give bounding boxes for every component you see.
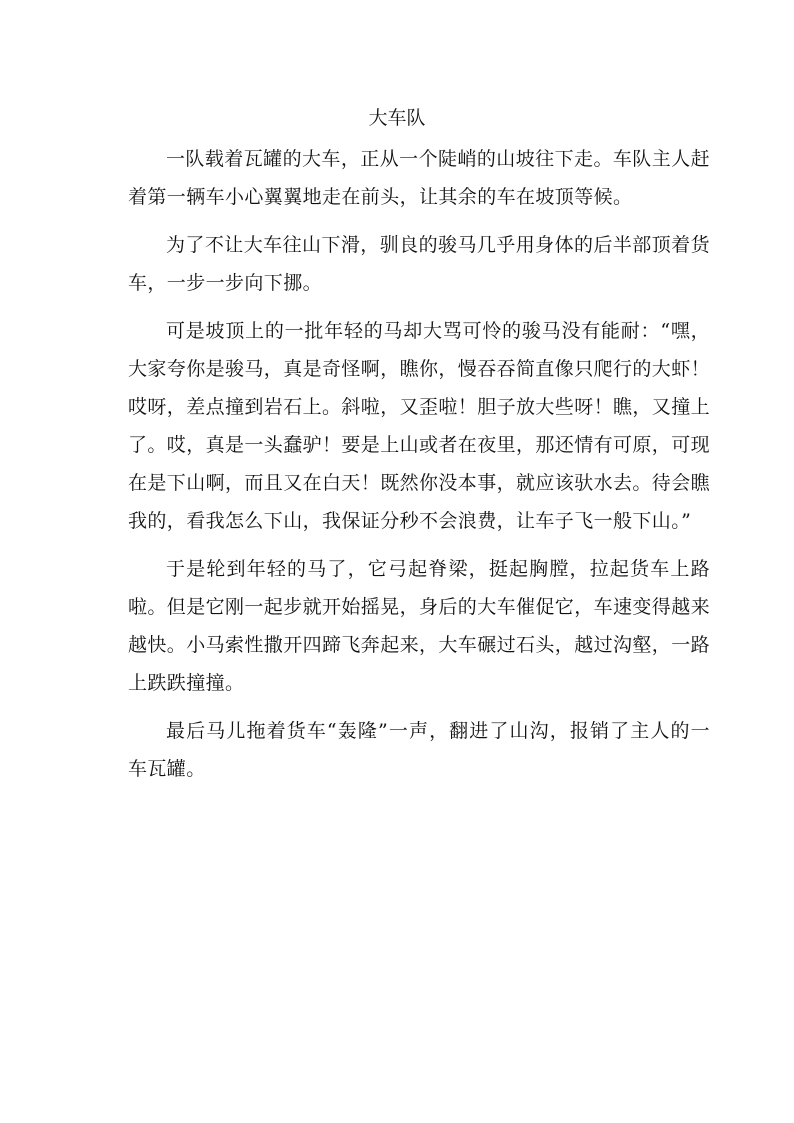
paragraph-3: 可是坡顶上的一批年轻的马却大骂可怜的骏马没有能耐：“嘿，大家夸你是骏马，真是奇怪啊，瞧你，慢吞吞简直像只爬行的大虾！哎呀，差点撞到岩石上。斜啦，又歪啦！胆子放大些呀！瞧，又撞上了。哎，真是一头蠢驴！要是上山或者在夜里，那还情有可原，可现在是下山啊，而且又在白天！既然你没本事，就应该驮水去。待会瞧我的，看我怎么下山，我保证分秒不会浪费，让车子飞一般下山。” — [128, 320, 711, 532]
document-body — [128, 140, 710, 798]
paragraph-2: 为了不让大车往山下滑，驯良的骏马几乎用身体的后半部顶着货车，一步一步向下挪。 — [128, 234, 710, 294]
paragraph-5: 最后马儿拖着货车“轰隆”一声，翻进了山沟，报销了主人的一车瓦罐。 — [128, 720, 710, 780]
paragraph-1: 一队载着瓦罐的大车，正从一个陡峭的山坡往下走。车队主人赶着第一辆车小心翼翼地走在前头，让其余的车在坡顶等候。 — [128, 148, 710, 208]
document-title: 大车队 — [368, 107, 426, 129]
paragraph-4: 于是轮到年轻的马了，它弓起脊梁，挺起胸膛，拉起货车上路啦。但是它刚一起步就开始摇晃，身后的大车催促它，车速变得越来越快。小马索性撒开四蹄飞奔起来，大车碾过石头，越过沟壑，一路上跌跌撞撞。 — [128, 558, 711, 694]
